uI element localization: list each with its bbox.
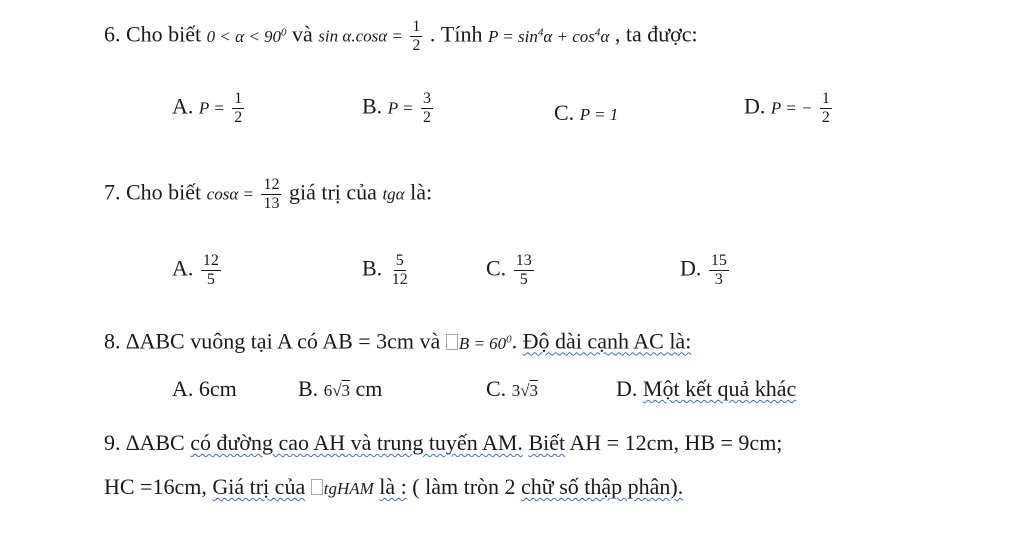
question-8-line: 8. ∆ABC vuông tại A có AB = 3cm và $B = 60^0$. Độ dài cạnh AC là: [104, 328, 692, 354]
q6-condition-range: $0 < \alpha < 90^0$ [206, 25, 287, 46]
q8-question: Độ dài cạnh AC là: [522, 328, 692, 354]
q7-cos-label: cosα = [206, 184, 254, 204]
q9-tg: tgHAM [311, 479, 374, 498]
q6-option-d: D. P = − $\frac{1}{2}$ [744, 90, 830, 126]
q7-number: 7. Cho biết [104, 179, 202, 205]
q7-tail: là: [410, 179, 433, 205]
q7-option-c: C. $\frac{13}{5}$ [486, 252, 532, 288]
q9-round: ( làm tròn 2 [412, 474, 516, 499]
q9-value-of: Giá trị của [212, 474, 306, 499]
question-9-line-1 [104, 430, 782, 456]
q7-mid: giá trị của [288, 179, 377, 205]
q9-la: là : [379, 474, 407, 499]
q6-option-b: B. P = $\frac{3}{2}$ [362, 90, 431, 126]
q8-option-d: D. Một kết quả khác [616, 376, 797, 401]
q8-option-a: A. 6cm [172, 376, 237, 401]
q9-biet: Biết [528, 430, 566, 455]
q8-angle: $B = 60^0$ [446, 334, 512, 353]
q7-option-d: D. $\frac{15}{3}$ [680, 252, 727, 288]
q9-decimal: chữ số thập phân). [521, 474, 684, 499]
q9-part2: AH = 12cm, HB = 9cm; [569, 430, 783, 455]
q6-and: và [292, 21, 313, 47]
q6-option-c: C. P = 1 [554, 100, 619, 125]
q6-option-a: A. P = $\frac{1}{2}$ [172, 90, 243, 126]
q6-tail: , ta được: [614, 21, 698, 47]
q9-number: 9. ∆ABC [104, 430, 185, 455]
q9-hc: HC =16cm, [104, 474, 207, 499]
q8-option-c: C. 3√3 [486, 376, 539, 401]
q6-number: 6. Cho biết [104, 21, 202, 47]
q7-tg: tgα [382, 184, 405, 204]
q6-expression: $P = \sin^4\alpha + \cos^4\alpha$ [487, 25, 610, 46]
q8-option-b: B. 6√3 cm [298, 376, 383, 401]
q7-option-a: A. $\frac{12}{5}$ [172, 252, 219, 288]
q9-part1: có đường cao AH và trung tuyến AM. [190, 430, 523, 455]
question-9-line-2 [104, 474, 683, 502]
q6-fraction-half: $\frac{1}{2}$ [412, 18, 421, 54]
question-6-line [104, 18, 698, 55]
q8-text: 8. ∆ABC vuông tại A có AB = 3cm và [104, 328, 441, 354]
q6-condition-product: sin α.cosα = [318, 26, 403, 46]
q7-cos-fraction: $\frac{12}{13}$ [263, 176, 280, 212]
q7-option-b: B. $\frac{5}{12}$ [362, 252, 408, 288]
q6-compute: . Tính [429, 21, 483, 47]
question-7-line [104, 176, 432, 213]
